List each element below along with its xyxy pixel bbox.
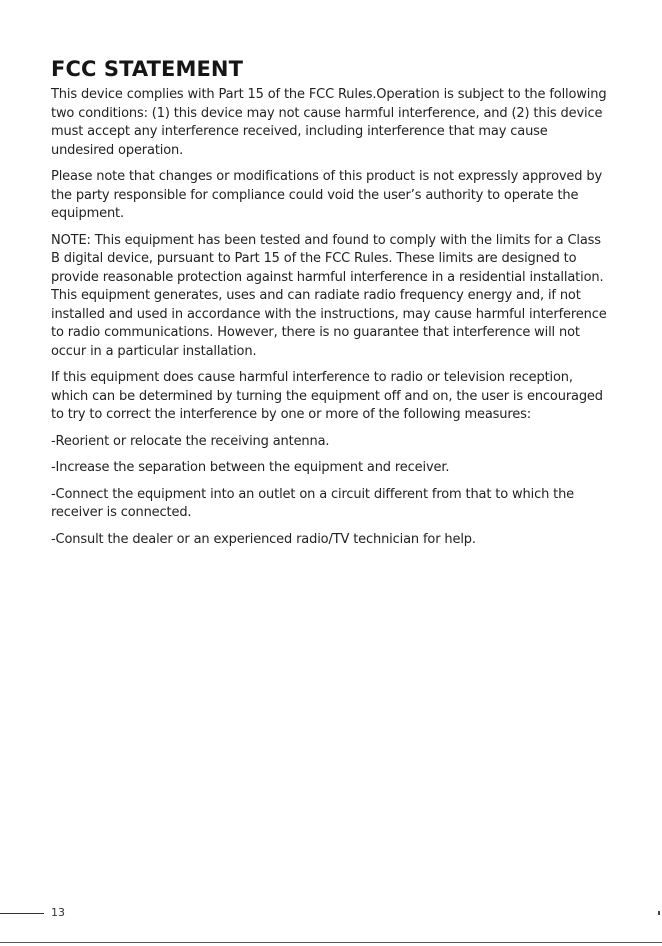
measure-consult: -Consult the dealer or an experienced radio/TV technician for help. bbox=[51, 531, 476, 547]
measure-outlet: -Connect the equipment into an outlet on a circuit different from that to which the receiver is connected. bbox=[51, 486, 575, 520]
page-title: FCC STATEMENT bbox=[51, 57, 244, 81]
paragraph-modifications: Please note that changes or modifications of this product is not expressly approved by the party responsible for compliance could void the user’s authority to operate the equipment. bbox=[51, 169, 602, 221]
edge-mark bbox=[658, 911, 660, 915]
bottom-border bbox=[0, 942, 662, 943]
footer-rule bbox=[0, 913, 44, 914]
paragraph-note: NOTE: This equipment has been tested and found to comply with the limits for a Class B digital device, pursuant to Part 15 of the FCC Rules. These limits are designed to provide reasonable protection against harmful interference in a residential installation. This equipment generates, uses and can radiate radio frequency energy and, if not installed and used in accordance with the instructions, may cause harmful interference to radio communications. However, there is no guarantee that interference will not occur in a particular installation. bbox=[51, 232, 607, 359]
statement-body bbox=[51, 86, 613, 557]
page-number: 13 bbox=[51, 906, 65, 919]
measure-separation: -Increase the separation between the equipment and receiver. bbox=[51, 460, 450, 475]
paragraph-compliance: This device complies with Part 15 of the FCC Rules.Operation is subject to the following two conditions: (1) this device may not cause harmful interference, and (2) this device must accept any interference received, including interference that may cause undesired operation. bbox=[51, 87, 607, 158]
paragraph-interference: If this equipment does cause harmful interference to radio or television reception, which can be determined by turning the equipment off and on, the user is encouraged to try to correct the interference by one or more of the following measures: bbox=[51, 370, 603, 422]
measure-reorient: -Reorient or relocate the receiving antenna. bbox=[51, 433, 330, 449]
